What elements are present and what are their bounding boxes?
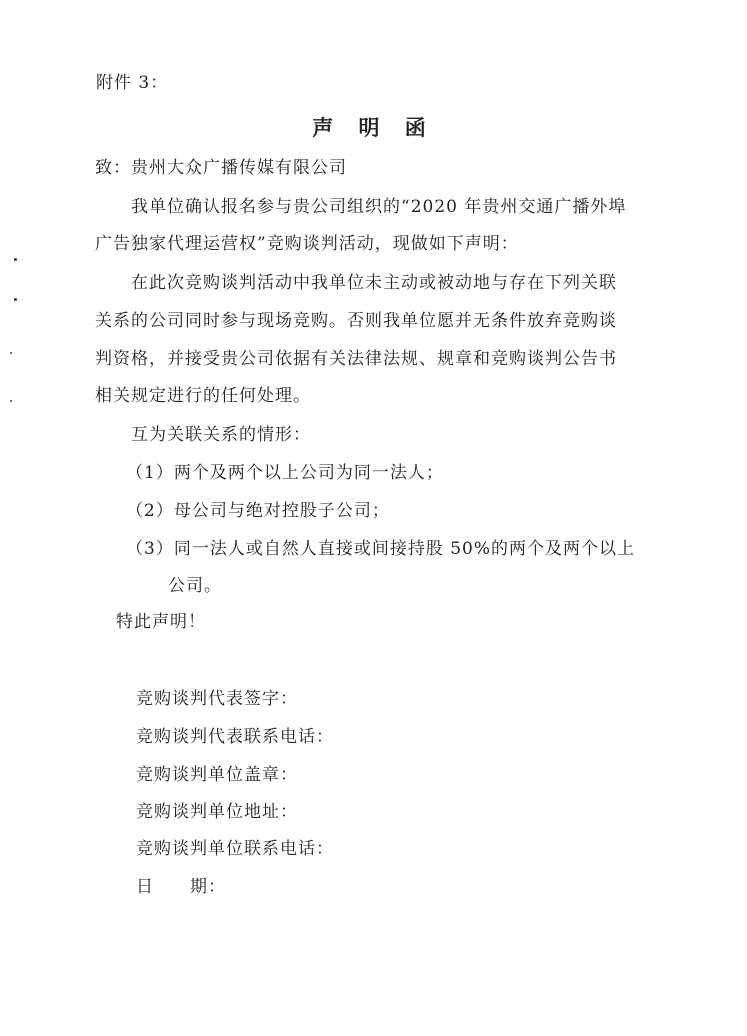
scan-mark (10, 400, 12, 402)
scan-mark (10, 352, 12, 354)
body-line-4: 相关规定进行的任何处理。 (95, 386, 311, 406)
body-line-2: 关系的公司同时参与现场竞购。否则我单位愿并无条件放弃竞购谈 (95, 311, 617, 331)
scan-mark (14, 298, 17, 301)
field-unit-phone: 竞购谈判单位联系电话： (136, 839, 334, 859)
intro-line-2: 广告独家代理运营权”竞购谈判活动，现做如下声明： (95, 234, 519, 254)
relation-item-1: （1）两个及两个以上公司为同一法人； (126, 463, 444, 483)
addressee: 致：贵州大众广播传媒有限公司 (95, 158, 347, 178)
body-line-1: 在此次竞购谈判活动中我单位未主动或被动地与存在下列关联 (131, 273, 617, 293)
relation-item-2: （2）母公司与绝对控股子公司； (126, 501, 390, 521)
scan-mark (14, 258, 17, 261)
relation-item-3-line-1: （3）同一法人或自然人直接或间接持股 50%的两个及两个以上 (126, 539, 636, 559)
field-date: 日 期： (136, 877, 226, 897)
field-rep-phone: 竞购谈判代表联系电话： (136, 727, 334, 747)
document-title: 声 明 函 (312, 115, 435, 140)
relations-heading: 互为关联关系的情形： (131, 425, 311, 445)
relation-item-3-line-2: 公司。 (168, 576, 222, 596)
closing-statement: 特此声明！ (116, 612, 206, 632)
body-line-3: 判资格，并接受贵公司依据有关法律法规、规章和竞购谈判公告书 (95, 349, 617, 369)
field-rep-signature: 竞购谈判代表签字： (136, 689, 298, 709)
field-unit-seal: 竞购谈判单位盖章： (136, 765, 298, 785)
attachment-label: 附件 3： (96, 73, 169, 93)
intro-line-1: 我单位确认报名参与贵公司组织的“2020 年贵州交通广播外埠 (131, 197, 627, 217)
field-unit-address: 竞购谈判单位地址： (136, 802, 298, 822)
